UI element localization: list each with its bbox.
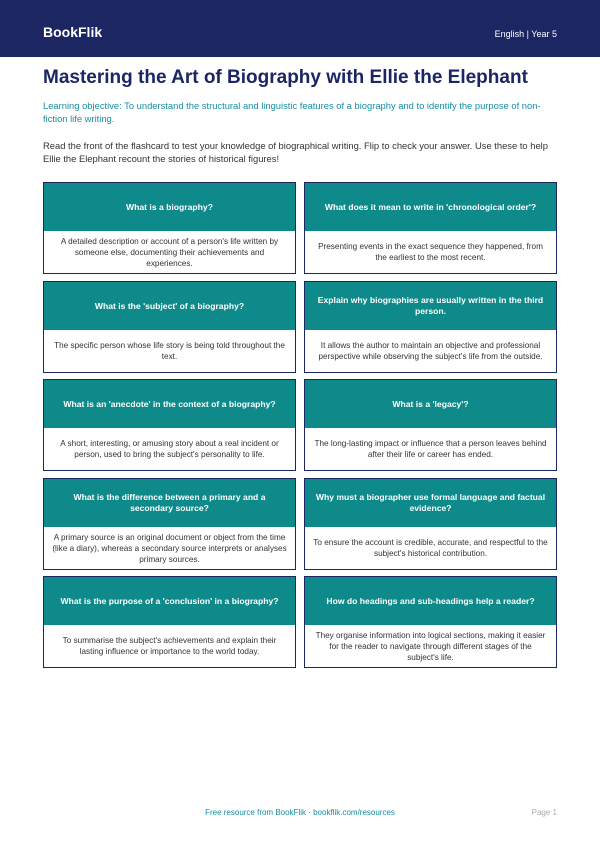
flashcard-answer: A primary source is an original document or object from the time (like a diary), whereas a secondary source interprets or analyses primary sources.	[52, 532, 287, 564]
flashcard-question: What is the difference between a primary and a secondary source?	[44, 479, 295, 527]
flashcard-answer: A detailed description or account of a person's life written by someone else, documenting their achievements and experiences.	[60, 236, 279, 268]
flashcard-answer: It allows the author to maintain an objective and professional perspective while observing the subject's life from the outside.	[318, 341, 543, 361]
flashcard-question: Explain why biographies are usually written in the third person.	[305, 282, 556, 330]
flashcard-answer: Presenting events in the exact sequence they happened, from the earliest to the most recent.	[318, 242, 543, 262]
flashcard-answer: A short, interesting, or amusing story about a real incident or person, used to bring the subject's personality to life.	[60, 439, 279, 459]
flashcard[interactable]	[43, 281, 296, 373]
flashcard-answer: To ensure the account is credible, accurate, and respectful to the subject's historical contribution.	[313, 538, 548, 558]
flashcard-question: How do headings and sub-headings help a reader?	[305, 577, 556, 625]
flashcard-question: What is the purpose of a 'conclusion' in a biography?	[44, 577, 295, 625]
flashcard[interactable]	[304, 478, 557, 570]
flashcard[interactable]	[43, 379, 296, 471]
flashcard-answer: To summarise the subject's achievements and explain their lasting influence or importance to the world today.	[62, 636, 277, 656]
flashcard-question: What is a 'legacy'?	[305, 380, 556, 428]
flashcard[interactable]	[43, 478, 296, 570]
flashcard[interactable]	[304, 182, 557, 274]
intro-text: Read the front of the flashcard to test your knowledge of biographical writing. Flip to check your answer. Use these to help Ellie the Elephant recount the stories of historical figures!	[43, 140, 548, 164]
subject-label: English | Year 5	[494, 29, 557, 39]
flashcard-question: What does it mean to write in 'chronological order'?	[305, 183, 556, 231]
flashcard-question: What is an 'anecdote' in the context of a biography?	[44, 380, 295, 428]
flashcard-question: What is the 'subject' of a biography?	[44, 282, 295, 330]
top-banner	[0, 0, 600, 57]
flashcard[interactable]	[304, 281, 557, 373]
flashcard-answer: The specific person whose life story is being told throughout the text.	[54, 341, 285, 361]
flashcard[interactable]	[304, 576, 557, 668]
learning-objective: Learning objective: To understand the structural and linguistic features of a biography and to identify the purpose of non-fiction life writing.	[43, 100, 541, 124]
brand-logo[interactable]: BookFlik	[43, 24, 103, 40]
footer-resource-link[interactable]: Free resource from BookFlik · bookflik.com/resources	[205, 808, 395, 817]
flashcard[interactable]	[43, 182, 296, 274]
flashcard[interactable]	[43, 576, 296, 668]
page-number: Page 1	[531, 808, 557, 817]
flashcard-answer: The long-lasting impact or influence that a person leaves behind after their life or career has ended.	[314, 439, 547, 459]
page-title: Mastering the Art of Biography with Ellie the Elephant	[43, 67, 528, 88]
flashcard-answer: They organise information into logical sections, making it easier for the reader to navigate through different stages of the subject's life.	[315, 630, 546, 662]
flashcard[interactable]	[304, 379, 557, 471]
flashcard-question: What is a biography?	[44, 183, 295, 231]
flashcard-question: Why must a biographer use formal language and factual evidence?	[305, 479, 556, 527]
